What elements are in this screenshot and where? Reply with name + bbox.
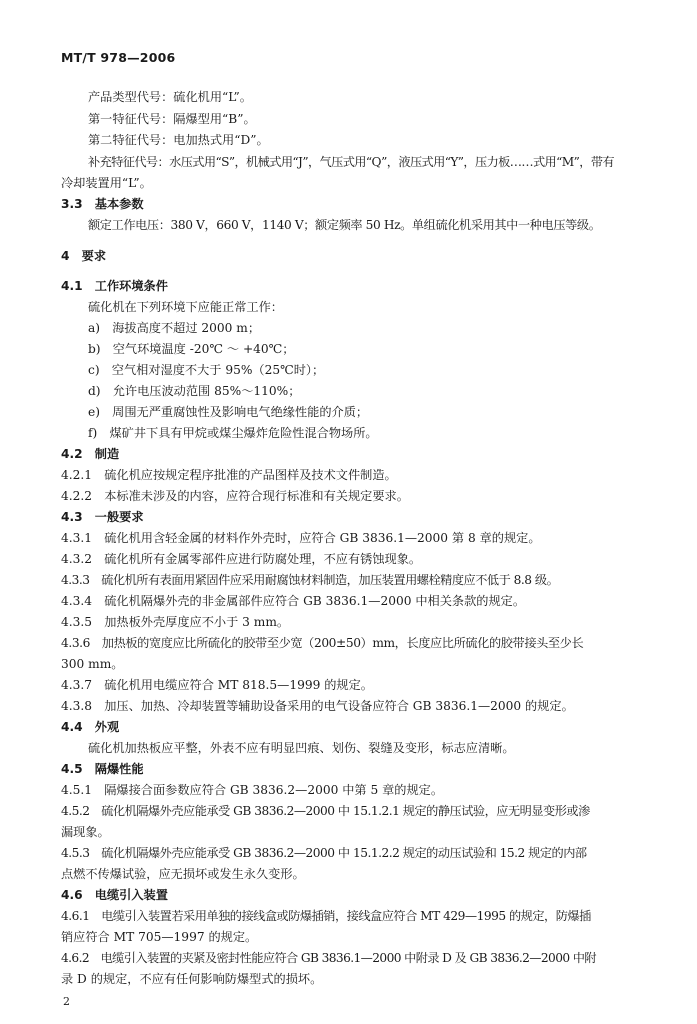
section-heading: 4.5 隔爆性能 — [61, 762, 144, 776]
text-line: 4.3.3 硫化机所有表面用紧固件应采用耐腐蚀材料制造，加压装置用螺栓精度应不低于 8.8 级。 — [61, 573, 559, 587]
text-line: 4.3.8 加压、加热、冷却装置等辅助设备采用的电气设备应符合 GB 3836.1—2000 的规定。 — [61, 699, 574, 713]
text-line: 300 mm。 — [61, 657, 124, 671]
text-line: 点燃不传爆试验，应无损坏或发生永久变形。 — [61, 867, 305, 881]
standard-code-header: MT/T 978—2006 — [61, 50, 176, 65]
text-line: 4.6.2 电缆引入装置的夹紧及密封性能应符合 GB 3836.1—2000 中附录 D 及 GB 3836.2—2000 中附 — [61, 951, 596, 965]
text-line: 硫化机在下列环境下应能正常工作： — [88, 300, 283, 314]
text-line: 硫化机加热板应平整，外表不应有明显凹痕、划伤、裂缝及变形，标志应清晰。 — [88, 741, 515, 755]
list-item: d) 允许电压波动范围 85%～110%； — [88, 384, 301, 398]
text-line: 额定工作电压：380 V，660 V，1140 V；额定频率 50 Hz。单组硫化机采用其中一种电压等级。 — [88, 218, 601, 232]
list-item: b) 空气环境温度 -20℃ ～ +40℃； — [88, 342, 295, 356]
list-item: c) 空气相对湿度不大于 95%（25℃时）； — [88, 363, 325, 377]
text-line: 4.3.6 加热板的宽度应比所硫化的胶带至少宽（200±50）mm，长度应比所硫化的胶带接头至少长 — [61, 636, 584, 650]
text-line: 4.3.4 硫化机隔爆外壳的非金属部件应符合 GB 3836.1—2000 中相关条款的规定。 — [61, 594, 526, 608]
text-line: 4.5.1 隔爆接合面参数应符合 GB 3836.2—2000 中第 5 章的规定。 — [61, 783, 444, 797]
text-line: 4.2.1 硫化机应按规定程序批准的产品图样及技术文件制造。 — [61, 468, 397, 482]
text-line: 4.3.5 加热板外壳厚度应不小于 3 mm。 — [61, 615, 290, 629]
section-heading: 4.4 外观 — [61, 720, 120, 734]
text-line: 销应符合 MT 705—1997 的规定。 — [61, 930, 258, 944]
text-line: 4.3.2 硫化机所有金属零部件应进行防腐处理，不应有锈蚀现象。 — [61, 552, 422, 566]
list-item: f) 煤矿井下具有甲烷或煤尘爆炸危险性混合物场所。 — [88, 426, 378, 440]
text-line: 4.3.7 硫化机用电缆应符合 MT 818.5—1999 的规定。 — [61, 678, 373, 692]
text-line: 4.5.2 硫化机隔爆外壳应能承受 GB 3836.2—2000 中 15.1.2.1 规定的静压试验，应无明显变形或渗 — [61, 804, 590, 818]
section-heading: 4.1 工作环境条件 — [61, 279, 168, 293]
section-heading: 4.3 一般要求 — [61, 510, 144, 524]
text-line: 录 D 的规定，不应有任何影响防爆型式的损坏。 — [61, 972, 323, 986]
text-line: 4.2.2 本标准未涉及的内容，应符合现行标准和有关规定要求。 — [61, 489, 409, 503]
list-item: e) 周围无严重腐蚀性及影响电气绝缘性能的介质； — [88, 405, 369, 419]
text-line: 第二特征代号：电加热式用“D”。 — [88, 133, 269, 147]
text-line: 冷却装置用“L”。 — [61, 176, 152, 190]
text-line: 4.3.1 硫化机用含轻金属的材料作外壳时，应符合 GB 3836.1—2000 第 8 章的规定。 — [61, 531, 541, 545]
section-heading: 4.6 电缆引入装置 — [61, 888, 168, 902]
section-heading: 3.3 基本参数 — [61, 197, 144, 211]
text-line: 4.6.1 电缆引入装置若采用单独的接线盒或防爆插销，接线盒应符合 MT 429—1995 的规定，防爆插 — [61, 909, 591, 923]
section-heading: 4 要求 — [61, 249, 107, 263]
text-line: 补充特征代号：水压式用“S”，机械式用“J”，气压式用“Q”，液压式用“Y”，压力板……式用“M”，带有 — [88, 155, 615, 169]
list-item: a) 海拔高度不超过 2000 m； — [88, 321, 261, 335]
page-number: 2 — [63, 995, 70, 1008]
text-line: 第一特征代号：隔爆型用“B”。 — [88, 112, 256, 126]
text-line: 4.5.3 硫化机隔爆外壳应能承受 GB 3836.2—2000 中 15.1.2.2 规定的动压试验和 15.2 规定的内部 — [61, 846, 587, 860]
text-line: 产品类型代号：硫化机用“L”。 — [88, 90, 252, 104]
text-line: 漏现象。 — [61, 825, 110, 839]
section-heading: 4.2 制造 — [61, 447, 120, 461]
